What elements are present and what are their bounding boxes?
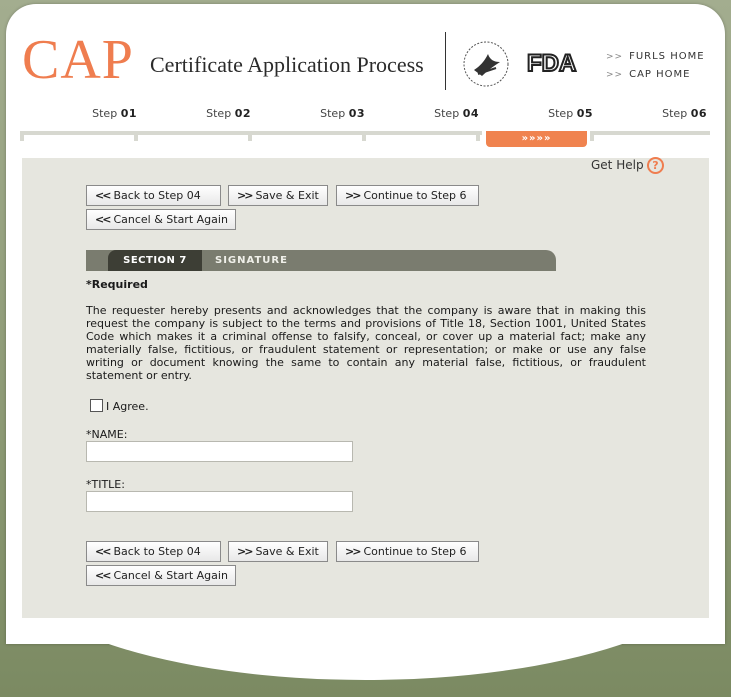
back-to-step-button[interactable]: << Back to Step 04 (86, 185, 221, 206)
step-tick (476, 131, 480, 141)
double-chevron-left-icon: << (95, 569, 110, 582)
step-02: Step 02 (206, 107, 251, 120)
double-chevron-icon: >> (606, 52, 624, 62)
section-title: SIGNATURE (215, 255, 288, 266)
svg-text:FDA: FDA (527, 50, 577, 76)
step-06: Step 06 (662, 107, 707, 120)
legal-statement: The requester hereby presents and acknowledges that the company is aware that in making this request the company is subject to the terms and provisions of Title 18, Section 1001, United States Code which makes it a criminal offense to falsify, conceal, or cover up a material fact; make any materially false, fictitious, or fraudulent statement or representation; or make or use any false writing or document knowing the same to contain any material false, fictitious, or fraudulent statement or entry. (86, 304, 646, 382)
cancel-start-again-button[interactable]: << Cancel & Start Again (86, 209, 236, 230)
fda-logo-icon (525, 48, 585, 76)
double-chevron-left-icon: << (95, 213, 110, 226)
step-progress (20, 107, 710, 147)
step-03: Step 03 (320, 107, 365, 120)
furls-home-link[interactable]: >> FURLS HOME (606, 51, 705, 62)
page-title: Certificate Application Process (150, 52, 424, 77)
double-chevron-left-icon: << (95, 545, 110, 558)
step-05: Step 05 (548, 107, 593, 120)
step-04: Step 04 (434, 107, 479, 120)
agree-checkbox[interactable] (90, 399, 103, 412)
save-exit-button[interactable]: >> Save & Exit (228, 185, 328, 206)
agree-label: I Agree. (106, 400, 149, 413)
title-input[interactable] (86, 491, 353, 512)
hhs-eagle-icon (462, 40, 510, 88)
name-input[interactable] (86, 441, 353, 462)
section-number: SECTION 7 (108, 250, 202, 271)
double-chevron-right-icon: >> (345, 545, 360, 558)
top-links (606, 48, 705, 84)
step-track (20, 131, 710, 143)
continue-button-bottom[interactable]: >> Continue to Step 6 (336, 541, 479, 562)
double-chevron-right-icon: >> (237, 189, 252, 202)
double-chevron-right-icon: >> (237, 545, 252, 558)
header-divider (445, 32, 446, 90)
double-chevron-right-icon: >> (345, 189, 360, 202)
back-to-step-button-bottom[interactable]: << Back to Step 04 (86, 541, 221, 562)
double-chevron-icon: >> (606, 70, 624, 80)
step-track-line (590, 131, 710, 141)
active-step-indicator: »»»» (486, 131, 587, 147)
get-help-link[interactable]: Get Help (591, 158, 644, 172)
help-icon[interactable]: ? (647, 157, 664, 174)
required-note: *Required (86, 278, 148, 291)
step-tick (362, 131, 366, 141)
step-tick (248, 131, 252, 141)
save-exit-button-bottom[interactable]: >> Save & Exit (228, 541, 328, 562)
cap-home-link[interactable]: >> CAP HOME (606, 69, 691, 80)
cancel-start-again-button-bottom[interactable]: << Cancel & Start Again (86, 565, 236, 586)
step-tick (590, 131, 594, 141)
step-tick (134, 131, 138, 141)
cap-logo: CAP (22, 29, 134, 91)
name-label: *NAME: (86, 428, 128, 441)
step-01: Step 01 (92, 107, 137, 120)
step-tick (20, 131, 24, 141)
continue-button[interactable]: >> Continue to Step 6 (336, 185, 479, 206)
title-label: *TITLE: (86, 478, 125, 491)
double-chevron-left-icon: << (95, 189, 110, 202)
